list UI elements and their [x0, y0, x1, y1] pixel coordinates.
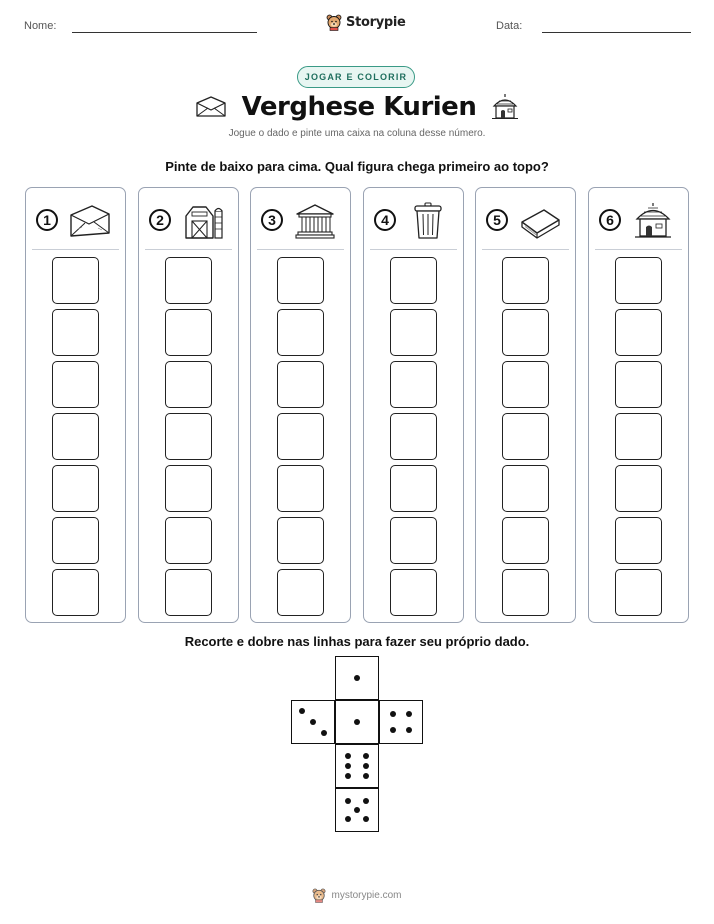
die-face-4 [379, 700, 423, 744]
column-divider [32, 249, 119, 250]
color-box[interactable] [52, 465, 99, 512]
hut-icon [490, 93, 520, 121]
column-divider [482, 249, 569, 250]
column-6 [588, 187, 689, 623]
color-box[interactable] [165, 309, 212, 356]
die-face-1 [335, 656, 379, 700]
color-box[interactable] [502, 257, 549, 304]
die-pip [345, 753, 351, 759]
color-box[interactable] [502, 309, 549, 356]
color-box[interactable] [52, 361, 99, 408]
color-box[interactable] [502, 361, 549, 408]
column-divider [595, 249, 682, 250]
bear-mascot-icon [326, 14, 342, 31]
column-divider [370, 249, 457, 250]
die-face-5 [335, 788, 379, 832]
column-number: 2 [149, 209, 171, 231]
envelope-icon [68, 202, 112, 240]
color-box[interactable] [165, 361, 212, 408]
die-face-6 [335, 744, 379, 788]
brand-name: Storypie [346, 15, 406, 30]
die-pip [363, 798, 369, 804]
color-box[interactable] [165, 257, 212, 304]
column-divider [145, 249, 232, 250]
color-box[interactable] [277, 257, 324, 304]
color-box[interactable] [277, 569, 324, 616]
date-line [542, 32, 691, 33]
brand-logo [326, 14, 406, 31]
color-box[interactable] [390, 569, 437, 616]
page-title: Verghese Kurien [241, 92, 477, 122]
color-box[interactable] [502, 465, 549, 512]
color-box[interactable] [277, 361, 324, 408]
color-box[interactable] [52, 517, 99, 564]
column-number: 4 [374, 209, 396, 231]
die-pip [345, 816, 351, 822]
barn-icon [181, 202, 225, 240]
museum-building-icon [293, 202, 337, 240]
column-3 [250, 187, 351, 623]
footer-url[interactable]: mystorypie.com [331, 890, 402, 901]
color-box[interactable] [277, 517, 324, 564]
column-number: 3 [261, 209, 283, 231]
date-label: Data: [496, 20, 523, 32]
die-pip [321, 730, 327, 736]
die-pip [354, 807, 360, 813]
book-icon [518, 202, 562, 240]
color-box[interactable] [165, 517, 212, 564]
color-box[interactable] [390, 465, 437, 512]
color-box[interactable] [277, 465, 324, 512]
column-number: 1 [36, 209, 58, 231]
die-pip [354, 719, 360, 725]
column-2 [138, 187, 239, 623]
color-box[interactable] [615, 413, 662, 460]
color-box[interactable] [390, 517, 437, 564]
die-pip [299, 708, 305, 714]
name-line [72, 32, 257, 33]
color-box[interactable] [277, 413, 324, 460]
column-5 [475, 187, 576, 623]
die-face-1 [335, 700, 379, 744]
column-number: 6 [599, 209, 621, 231]
column-number: 5 [486, 209, 508, 231]
die-pip [406, 711, 412, 717]
color-box[interactable] [615, 361, 662, 408]
cut-instruction: Recorte e dobre nas linhas para fazer seu próprio dado. [184, 634, 530, 649]
die-pip [390, 727, 396, 733]
die-pip [345, 763, 351, 769]
color-box[interactable] [165, 569, 212, 616]
die-pip [363, 773, 369, 779]
instruction-text: Pinte de baixo para cima. Qual figura chega primeiro ao topo? [165, 159, 549, 174]
color-box[interactable] [277, 309, 324, 356]
hut-icon [631, 202, 675, 240]
bear-mascot-icon [312, 888, 326, 903]
activity-badge: JOGAR E COLORIR [297, 66, 415, 88]
title-row [0, 92, 714, 122]
column-4 [363, 187, 464, 623]
color-box[interactable] [615, 517, 662, 564]
color-box[interactable] [165, 413, 212, 460]
footer [0, 888, 714, 903]
color-box[interactable] [52, 257, 99, 304]
die-pip [406, 727, 412, 733]
color-box[interactable] [502, 569, 549, 616]
color-box[interactable] [165, 465, 212, 512]
subtitle: Jogue o dado e pinte uma caixa na coluna desse número. [228, 128, 486, 139]
die-pip [363, 753, 369, 759]
die-pip [363, 816, 369, 822]
trash-can-icon [406, 202, 450, 240]
column-1 [25, 187, 126, 623]
die-pip [345, 798, 351, 804]
color-box[interactable] [615, 465, 662, 512]
color-box[interactable] [390, 361, 437, 408]
envelope-icon [194, 94, 228, 120]
color-box[interactable] [615, 309, 662, 356]
color-box[interactable] [52, 309, 99, 356]
color-box[interactable] [52, 569, 99, 616]
column-divider [257, 249, 344, 250]
die-pip [390, 711, 396, 717]
color-box[interactable] [502, 517, 549, 564]
color-box[interactable] [390, 257, 437, 304]
die-pip [310, 719, 316, 725]
color-box[interactable] [502, 413, 549, 460]
color-box[interactable] [615, 569, 662, 616]
die-pip [354, 675, 360, 681]
die-pip [345, 773, 351, 779]
color-box[interactable] [390, 309, 437, 356]
die-pip [363, 763, 369, 769]
color-box[interactable] [390, 413, 437, 460]
name-label: Nome: [24, 20, 57, 32]
color-box[interactable] [615, 257, 662, 304]
die-face-3 [291, 700, 335, 744]
color-box[interactable] [52, 413, 99, 460]
